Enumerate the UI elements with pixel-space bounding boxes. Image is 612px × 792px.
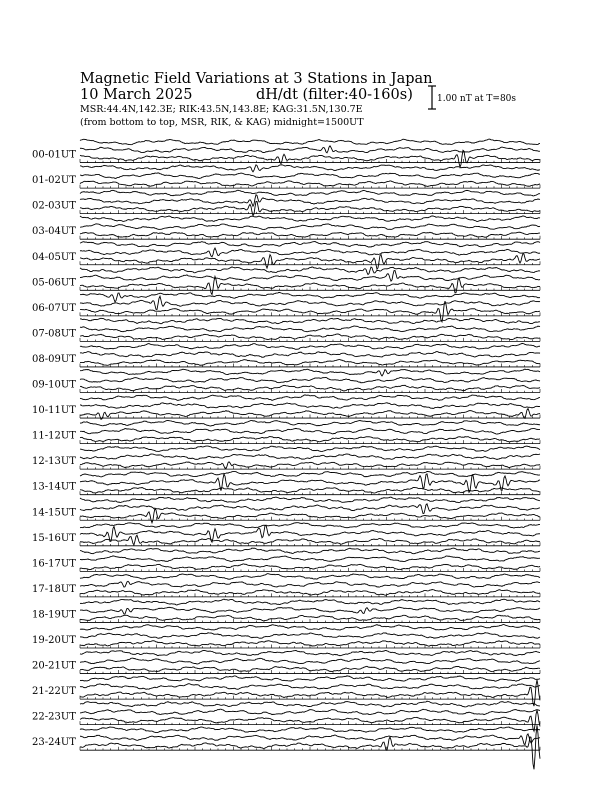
chart-title: Magnetic Field Variations at 3 Stations in Japan	[80, 71, 433, 87]
trace-KAG	[80, 318, 540, 324]
trace-KAG	[80, 190, 540, 196]
panel-ticks	[80, 287, 540, 291]
trace-RIK	[80, 195, 540, 207]
trace-MSR	[80, 680, 540, 706]
panel-23-24UT	[32, 725, 540, 769]
trace-KAG	[80, 267, 540, 275]
trace-RIK	[80, 658, 540, 664]
trace-KAG	[80, 676, 540, 681]
panel-hour-label: 21-22UT	[32, 686, 76, 698]
trace-KAG	[80, 395, 540, 401]
panel-08-09UT	[32, 343, 540, 367]
panel-ticks	[80, 159, 540, 163]
trace-KAG	[80, 139, 540, 145]
station-coordinates: MSR:44.4N,142.3E; RIK:43.5N,143.8E; KAG:31.5N,130.7E	[80, 104, 363, 115]
panel-hour-label: 00-01UT	[32, 149, 76, 161]
panel-hour-label: 11-12UT	[32, 430, 76, 442]
trace-RIK	[80, 734, 540, 745]
trace-KAG	[80, 727, 540, 733]
panel-00-01UT	[32, 139, 540, 167]
panel-ticks	[80, 236, 540, 240]
panel-06-07UT	[32, 292, 540, 321]
trace-KAG	[80, 548, 540, 554]
trace-KAG	[80, 497, 540, 503]
trace-MSR	[80, 150, 540, 167]
panel-03-04UT	[32, 216, 540, 239]
panel-hour-label: 04-05UT	[32, 251, 76, 263]
trace-KAG	[80, 523, 540, 528]
panel-hour-label: 05-06UT	[32, 277, 76, 289]
trace-KAG	[80, 420, 540, 426]
panel-hour-label: 19-20UT	[32, 635, 76, 646]
panel-hour-label: 03-04UT	[32, 226, 76, 238]
trace-KAG	[80, 471, 540, 476]
panel-hour-label: 02-03UT	[32, 200, 76, 212]
panel-ticks	[80, 415, 540, 419]
trace-RIK	[80, 352, 540, 358]
panel-ticks	[80, 517, 540, 521]
trace-KAG	[80, 701, 540, 707]
trace-RIK	[80, 403, 540, 409]
panel-hour-label: 13-14UT	[32, 481, 76, 493]
panel-14-15UT	[32, 497, 540, 523]
panel-20-21UT	[32, 650, 540, 673]
trace-KAG	[80, 216, 540, 222]
panel-22-23UT	[32, 701, 540, 731]
trace-MSR	[80, 564, 540, 570]
trace-RIK	[80, 607, 540, 614]
panel-05-06UT	[32, 267, 540, 295]
panel-21-22UT	[32, 676, 540, 706]
panel-hour-label: 20-21UT	[32, 660, 76, 672]
trace-MSR	[80, 641, 540, 647]
panel-hour-label: 23-24UT	[32, 737, 76, 749]
panels	[32, 139, 540, 769]
panel-11-12UT	[32, 420, 540, 443]
panel-12-13UT	[32, 446, 540, 469]
panel-hour-label: 01-02UT	[32, 175, 76, 187]
trace-MSR	[80, 710, 540, 731]
panel-04-05UT	[32, 241, 540, 269]
chart-date: 10 March 2025	[80, 87, 193, 103]
trace-MSR	[80, 590, 540, 596]
chart-quantity-filter: dH/dt (filter:40-160s)	[256, 87, 413, 103]
trace-RIK	[80, 581, 540, 587]
trace-KAG	[80, 625, 540, 631]
panel-ticks	[80, 338, 540, 342]
panel-18-19UT	[32, 599, 540, 622]
panel-hour-label: 15-16UT	[32, 532, 76, 544]
trace-RIK	[80, 248, 540, 257]
panel-hour-label: 22-23UT	[32, 711, 76, 723]
panel-ticks	[80, 389, 540, 393]
panel-hour-label: 09-10UT	[32, 379, 76, 391]
panel-ticks	[80, 491, 540, 495]
trace-KAG	[80, 292, 540, 302]
panel-hour-label: 06-07UT	[32, 302, 76, 314]
trace-RIK	[80, 428, 540, 434]
trace-RIK	[80, 271, 540, 282]
trace-KAG	[80, 369, 540, 376]
panel-ticks	[80, 312, 540, 316]
trace-order-note: (from bottom to top, MSR, RIK, & KAG) midnight=1500UT	[80, 117, 364, 128]
trace-KAG	[80, 343, 540, 349]
panel-10-11UT	[32, 395, 540, 419]
trace-KAG	[80, 650, 540, 655]
trace-KAG	[80, 446, 540, 452]
trace-RIK	[80, 709, 540, 714]
trace-RIK	[80, 633, 540, 639]
panel-hour-label: 12-13UT	[32, 456, 76, 468]
trace-MSR	[80, 666, 540, 671]
panel-07-08UT	[32, 318, 540, 341]
panel-09-10UT	[32, 369, 540, 392]
trace-RIK	[80, 377, 540, 382]
trace-RIK	[80, 173, 540, 179]
panel-ticks	[80, 185, 540, 189]
trace-KAG	[80, 241, 540, 247]
trace-RIK	[80, 146, 540, 153]
trace-KAG	[80, 599, 540, 605]
panel-hour-label: 18-19UT	[32, 609, 76, 621]
trace-RIK	[80, 326, 540, 332]
panel-hour-label: 17-18UT	[32, 583, 76, 595]
trace-RIK	[80, 525, 540, 542]
panel-19-20UT	[32, 625, 540, 648]
panel-02-03UT	[32, 190, 540, 216]
trace-RIK	[80, 684, 540, 690]
panel-hour-label: 08-09UT	[32, 353, 76, 365]
panel-hour-label: 16-17UT	[32, 558, 76, 570]
trace-RIK	[80, 296, 540, 309]
panel-hour-label: 10-11UT	[32, 405, 76, 417]
panel-15-16UT	[32, 523, 540, 546]
panel-ticks	[80, 466, 540, 470]
panel-01-02UT	[32, 165, 540, 188]
panel-13-14UT	[32, 471, 540, 494]
trace-RIK	[80, 556, 540, 562]
scale-bar	[428, 86, 436, 109]
trace-RIK	[80, 224, 540, 230]
panel-hour-label: 07-08UT	[32, 328, 76, 340]
trace-RIK	[80, 454, 540, 460]
trace-KAG	[80, 574, 540, 580]
trace-KAG	[80, 165, 540, 172]
scale-bar-label: 1.00 nT at T=80s	[437, 94, 517, 104]
panel-17-18UT	[32, 574, 540, 597]
panel-hour-label: 14-15UT	[32, 507, 76, 519]
panel-16-17UT	[32, 548, 540, 571]
panel-ticks	[80, 542, 540, 546]
